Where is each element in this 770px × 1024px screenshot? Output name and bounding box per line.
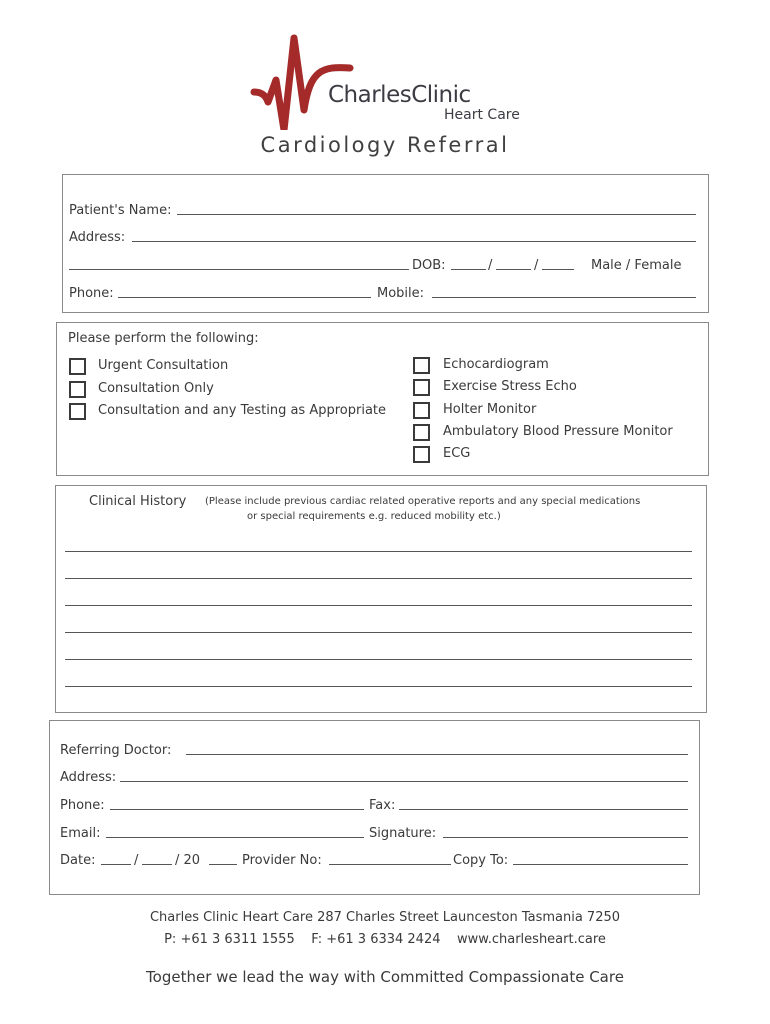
clinical-history-note-1: (Please include previous cardiac related operative reports and any special medications	[205, 496, 641, 507]
services-heading: Please perform the following:	[68, 331, 259, 346]
patient-address-label: Address:	[69, 230, 126, 245]
ecg-label: ECG	[443, 446, 471, 461]
footer-address: Charles Clinic Heart Care 287 Charles Street Launceston Tasmania 7250	[149, 910, 621, 925]
sex-options[interactable]: Male / Female	[591, 258, 682, 273]
echocardiogram-label: Echocardiogram	[443, 357, 549, 372]
provider-no-field[interactable]	[329, 864, 451, 865]
copy-to-field[interactable]	[513, 864, 688, 865]
consultation-only-checkbox[interactable]	[69, 381, 86, 398]
doctor-phone-field[interactable]	[110, 809, 364, 810]
referring-doctor-field[interactable]	[186, 754, 688, 755]
date-separator: /	[134, 853, 139, 868]
doctor-fax-field[interactable]	[399, 809, 688, 810]
doctor-signature-field[interactable]	[443, 837, 688, 838]
provider-no-label: Provider No:	[242, 853, 322, 868]
doctor-address-field[interactable]	[120, 781, 688, 782]
dob-label: DOB:	[412, 258, 446, 273]
clinical-history-line[interactable]	[65, 659, 692, 660]
logo-subtitle: Heart Care	[444, 107, 520, 123]
date-day-field[interactable]	[101, 864, 131, 865]
doctor-email-field[interactable]	[106, 837, 364, 838]
exercise-stress-echo-checkbox[interactable]	[413, 379, 430, 396]
footer-contact: P: +61 3 6311 1555 F: +61 3 6334 2424 www.charlesheart.care	[164, 932, 606, 947]
ambulatory-bp-checkbox[interactable]	[413, 424, 430, 441]
doctor-phone-label: Phone:	[60, 798, 105, 813]
urgent-consultation-label: Urgent Consultation	[98, 358, 229, 373]
clinical-history-line[interactable]	[65, 551, 692, 552]
copy-to-label: Copy To:	[453, 853, 509, 868]
logo-name: CharlesClinic	[328, 82, 471, 108]
echocardiogram-checkbox[interactable]	[413, 357, 430, 374]
patient-name-field[interactable]	[177, 214, 696, 215]
clinical-history-note-2: or special requirements e.g. reduced mobility etc.)	[247, 511, 501, 522]
dob-day-field[interactable]	[451, 269, 486, 270]
clinic-logo	[250, 30, 540, 130]
ecg-checkbox[interactable]	[413, 446, 430, 463]
patient-address-field[interactable]	[132, 241, 696, 242]
holter-monitor-label: Holter Monitor	[443, 402, 537, 417]
dob-year-field[interactable]	[542, 269, 574, 270]
date-year-field[interactable]	[209, 864, 237, 865]
heartbeat-logo-icon	[250, 30, 360, 130]
phone-label: Phone:	[69, 286, 114, 301]
mobile-field[interactable]	[432, 297, 696, 298]
holter-monitor-checkbox[interactable]	[413, 402, 430, 419]
urgent-consultation-checkbox[interactable]	[69, 358, 86, 375]
consultation-testing-checkbox[interactable]	[69, 403, 86, 420]
consultation-only-label: Consultation Only	[98, 381, 214, 396]
doctor-address-label: Address:	[60, 770, 117, 785]
clinical-history-line[interactable]	[65, 578, 692, 579]
footer-tagline: Together we lead the way with Committed Compassionate Care	[146, 968, 624, 986]
patient-address-field-2[interactable]	[69, 269, 409, 270]
patient-name-label: Patient's Name:	[69, 203, 172, 218]
doctor-signature-label: Signature:	[369, 826, 437, 841]
dob-separator: /	[488, 258, 493, 273]
mobile-label: Mobile:	[377, 286, 425, 301]
doctor-fax-label: Fax:	[369, 798, 396, 813]
referring-doctor-label: Referring Doctor:	[60, 743, 172, 758]
exercise-stress-echo-label: Exercise Stress Echo	[443, 379, 577, 394]
consultation-testing-label: Consultation and any Testing as Appropriate	[98, 403, 386, 418]
doctor-email-label: Email:	[60, 826, 101, 841]
clinical-history-line[interactable]	[65, 686, 692, 687]
clinical-history-line[interactable]	[65, 632, 692, 633]
date-month-field[interactable]	[142, 864, 172, 865]
dob-separator: /	[534, 258, 539, 273]
date-year-prefix: / 20	[175, 853, 201, 868]
dob-month-field[interactable]	[496, 269, 531, 270]
ambulatory-bp-label: Ambulatory Blood Pressure Monitor	[443, 424, 673, 439]
page-title: Cardiology Referral	[260, 133, 510, 157]
date-label: Date:	[60, 853, 96, 868]
clinical-history-line[interactable]	[65, 605, 692, 606]
clinical-history-heading: Clinical History	[89, 494, 187, 509]
phone-field[interactable]	[118, 297, 371, 298]
